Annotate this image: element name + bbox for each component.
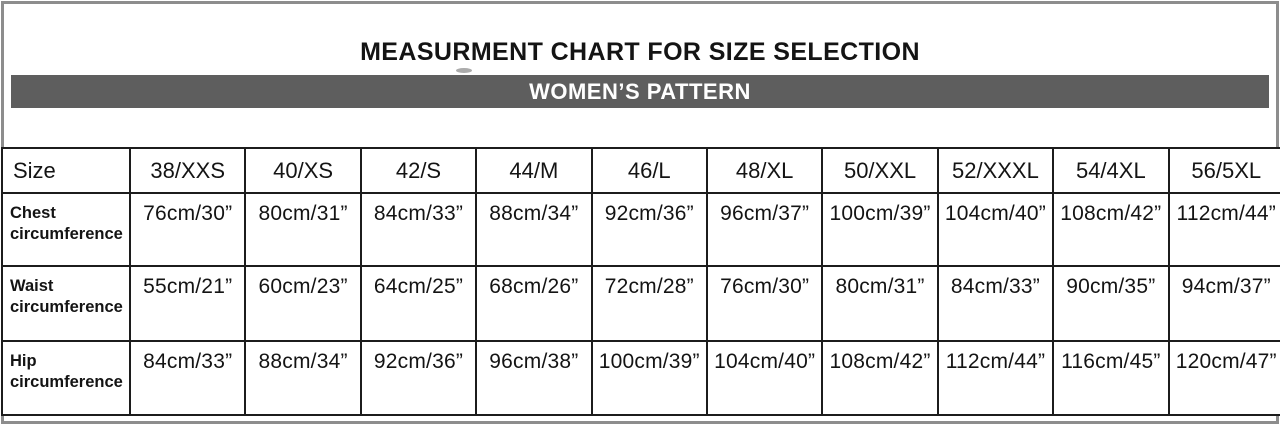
size-column-header: 50/XXL — [822, 148, 937, 193]
value-cell: 104cm/40” — [938, 193, 1053, 266]
value-cell: 94cm/37” — [1169, 266, 1280, 341]
value-cell: 104cm/40” — [707, 341, 822, 415]
value-cell: 96cm/37” — [707, 193, 822, 266]
header-row — [2, 148, 1280, 193]
size-column-header: 38/XXS — [130, 148, 245, 193]
value-cell: 90cm/35” — [1053, 266, 1168, 341]
size-column-header: 56/5XL — [1169, 148, 1280, 193]
size-column-header: 44/M — [476, 148, 591, 193]
size-column-header: 52/XXXL — [938, 148, 1053, 193]
value-cell: 92cm/36” — [592, 193, 707, 266]
value-cell: 80cm/31” — [822, 266, 937, 341]
size-column-header: 54/4XL — [1053, 148, 1168, 193]
value-cell: 80cm/31” — [245, 193, 360, 266]
value-cell: 88cm/34” — [245, 341, 360, 415]
value-cell: 108cm/42” — [1053, 193, 1168, 266]
smudge-artifact — [456, 68, 472, 73]
value-cell: 76cm/30” — [130, 193, 245, 266]
size-column-header: 40/XS — [245, 148, 360, 193]
value-cell: 116cm/45” — [1053, 341, 1168, 415]
value-cell: 92cm/36” — [361, 341, 476, 415]
size-column-header: 48/XL — [707, 148, 822, 193]
table-header — [2, 148, 1280, 193]
size-header-cell: Size — [2, 148, 130, 193]
value-cell: 120cm/47” — [1169, 341, 1280, 415]
table-row — [2, 341, 1280, 415]
table-body — [2, 193, 1280, 415]
measurement-table — [1, 147, 1280, 416]
value-cell: 84cm/33” — [130, 341, 245, 415]
value-cell: 100cm/39” — [822, 193, 937, 266]
value-cell: 84cm/33” — [361, 193, 476, 266]
row-label: Hip circumference — [2, 341, 130, 415]
value-cell: 112cm/44” — [938, 341, 1053, 415]
table-row — [2, 193, 1280, 266]
value-cell: 96cm/38” — [476, 341, 591, 415]
value-cell: 112cm/44” — [1169, 193, 1280, 266]
value-cell: 88cm/34” — [476, 193, 591, 266]
size-column-header: 46/L — [592, 148, 707, 193]
chart-frame — [1, 1, 1279, 424]
pattern-banner: WOMEN’S PATTERN — [11, 75, 1269, 108]
table-row — [2, 266, 1280, 341]
value-cell: 100cm/39” — [592, 341, 707, 415]
row-label: Waist circumference — [2, 266, 130, 341]
value-cell: 72cm/28” — [592, 266, 707, 341]
value-cell: 76cm/30” — [707, 266, 822, 341]
row-label: Chest circumference — [2, 193, 130, 266]
value-cell: 68cm/26” — [476, 266, 591, 341]
value-cell: 64cm/25” — [361, 266, 476, 341]
size-column-header: 42/S — [361, 148, 476, 193]
page-title: MEASURMENT CHART FOR SIZE SELECTION — [360, 38, 920, 66]
value-cell: 84cm/33” — [938, 266, 1053, 341]
value-cell: 55cm/21” — [130, 266, 245, 341]
value-cell: 108cm/42” — [822, 341, 937, 415]
value-cell: 60cm/23” — [245, 266, 360, 341]
